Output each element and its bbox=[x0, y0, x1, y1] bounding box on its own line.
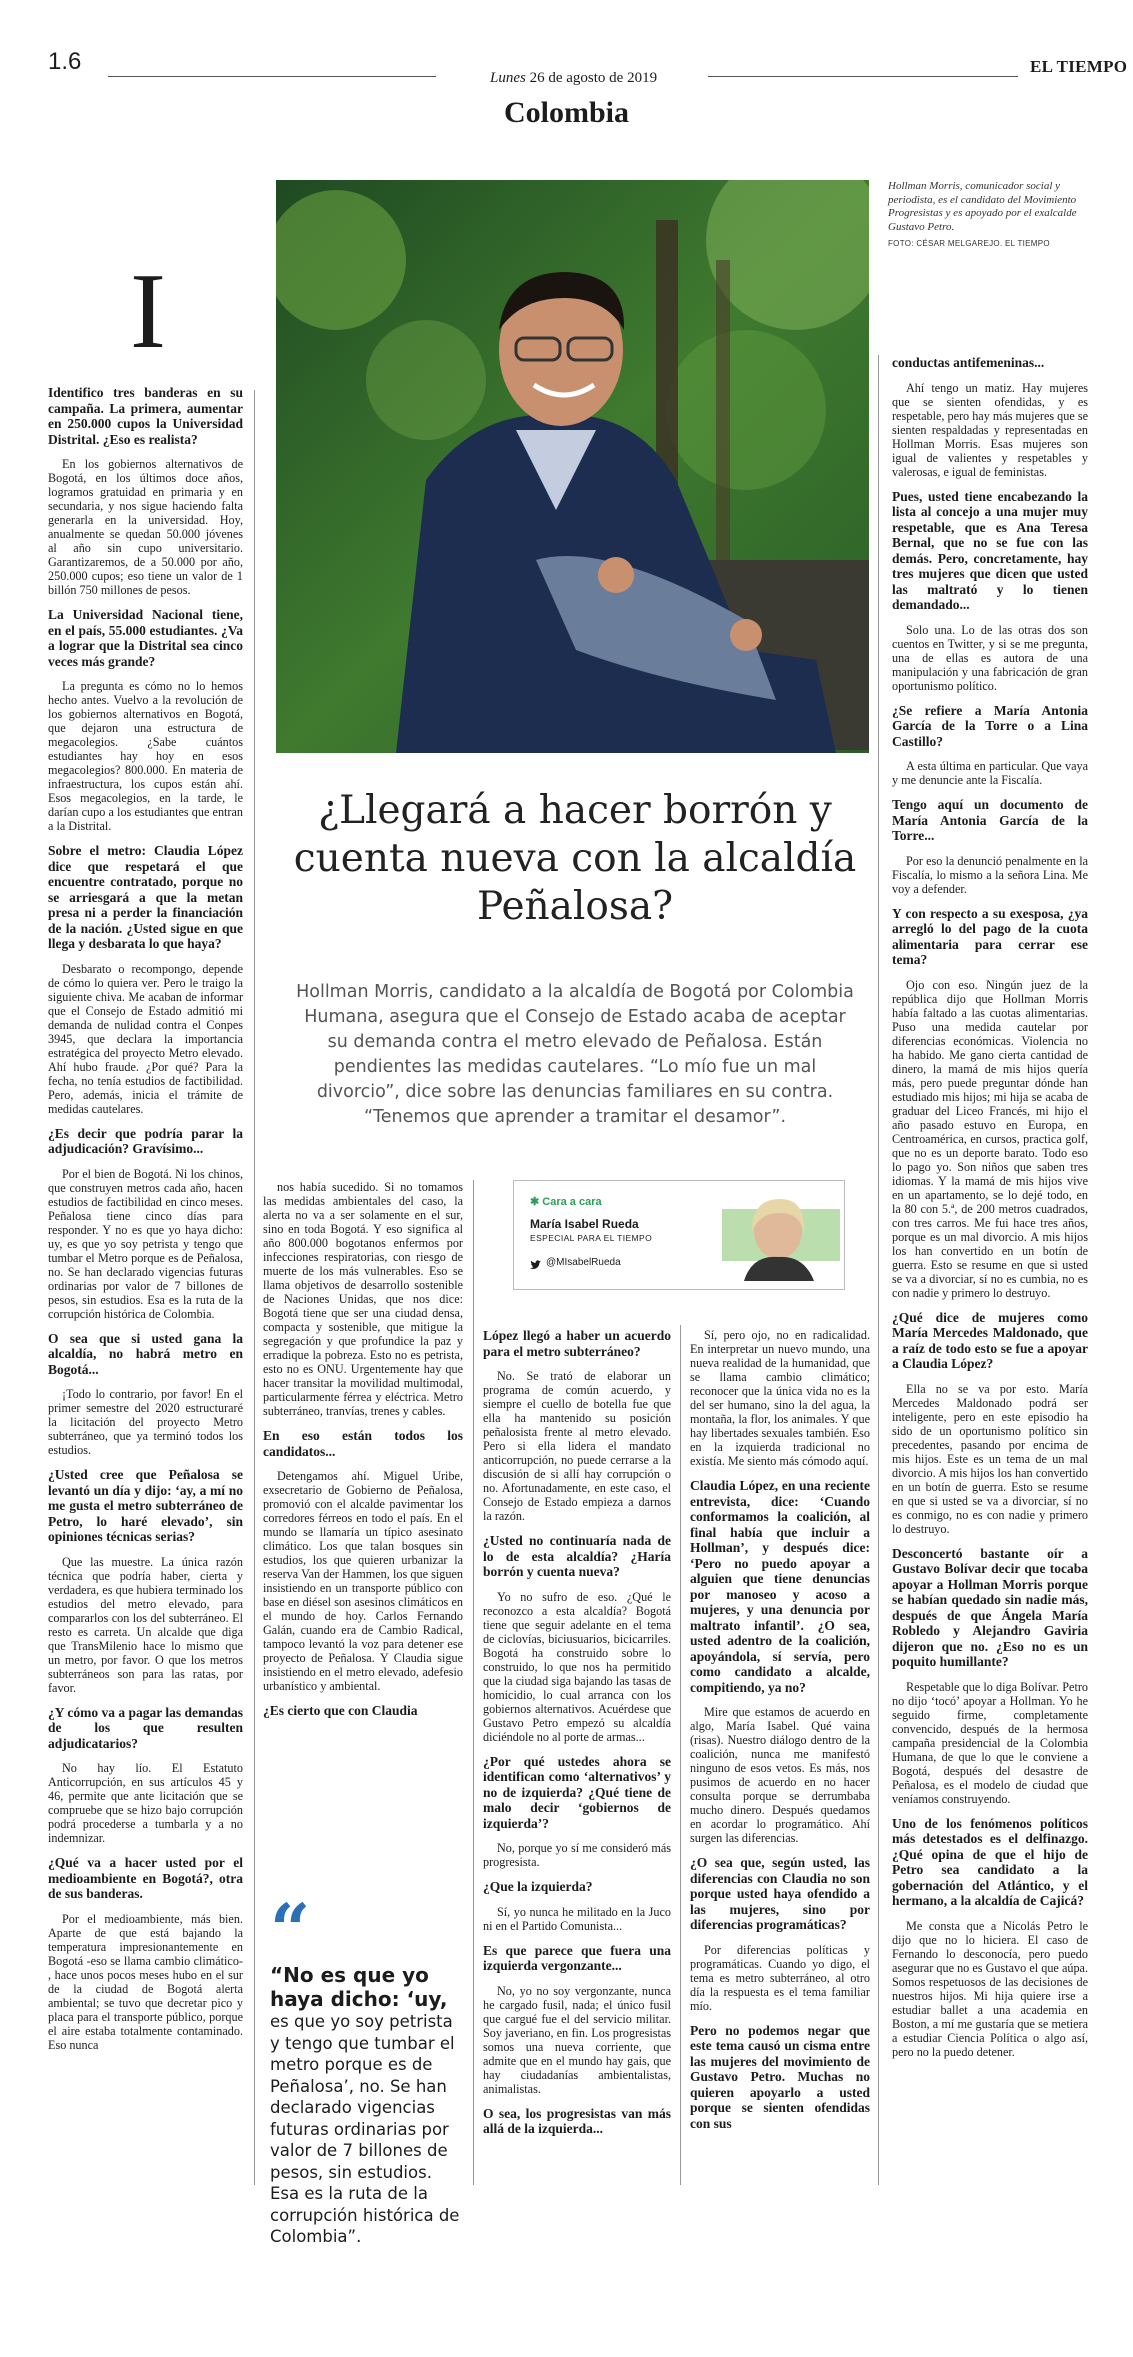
answer: Que las muestre. La única razón técnica que podría haber, cierta y verdadera, es que hubiera terminado los estudios del metro elevado, para compararlos con los del subterráneo. El resto es carreta. Un alcalde que diga que TransMilenio hace lo mismo que un metro, por favor. O que los metros subterráneos son para las ratas, por favor. bbox=[48, 1554, 243, 1695]
date-day: Lunes bbox=[490, 70, 526, 86]
caption-text: Hollman Morris, comunicador social y periodista, es el candidato del Movimiento Progresistas y es apoyado por el exalcalde Gustavo Petro. bbox=[888, 180, 1077, 233]
question: ¿Y cómo va a pagar las demandas de los que resulten adjudicatarios? bbox=[48, 1704, 243, 1751]
answer: En los gobiernos alternativos de Bogotá, en los últimos doce años, logramos gratuidad en primaria y en secundaria, y nos sigue haciendo falta generarla en la universidad. Hoy, anualmente se quedan 50.000 jóvenes al año sin cupo universitario. Garantizaremos, de a 50.000 por año, 250.000 cupos; eso tiene un valor de 1 billón 750 millones de pesos. bbox=[48, 457, 243, 597]
question: ¿Se refiere a María Antonia García de la Torre o a Lina Castillo? bbox=[892, 702, 1088, 749]
answer: Solo una. Lo de las otras dos son cuentos en Twitter, y si se me pregunta, una de ellas es autora de una manipulación y una fabricación de gran oportunismo político. bbox=[892, 622, 1088, 693]
question: Pero no podemos negar que este tema causó un cisma entre las mujeres del movimiento de Gustavo Petro. Muchas no quieren apoyarlo a usted porque se sienten ofendidas con sus bbox=[690, 2022, 870, 2131]
author-handle: @MIsabelRueda bbox=[546, 1257, 621, 1268]
answer: Ojo con eso. Ningún juez de la república dijo que Hollman Morris había faltado a las cuotas alimentarias. Puso una medida cautelar por diferencias económicas. Violencia no ha habido. Me gano cierta cantidad de dinero, la mamá de mis hijos quería más, pero puede preguntar dónde han estudiado mis hijos; mi hija se acaba de graduar del Liceo Francés, mi hijo el año pasado estuvo en Europa, en Centroamérica, en cursos, practica golf, que no es un deporte barato. Todo eso lo pago yo. Son niños que saben tres idiomas. Y la mamá de mis hijos vive en un apartamento, se lo dejé todo, en la 80 con 5.ª, de 200 metros cuadrados, con tres carros. Me fui hace tres años, porque es un mal divorcio. A mis hijos los han convertido en un botín de guerra. Esto se resume en que si usted se va a divorciar, sí no es cumbia, no es con nadie y primero lo destruyo. bbox=[892, 977, 1088, 1300]
card-tag: ✱ Cara a cara bbox=[530, 1196, 602, 1208]
question: Uno de los fenómenos políticos más detestados es el delfinazgo. ¿Qué opina de que el hijo de Petro sea candidato a la gobernación del Atlántico, y el hermano, a la alcaldía de Cajicá? bbox=[892, 1815, 1088, 1908]
answer: Ahí tengo un matiz. Hay mujeres que se sienten ofendidas, y es respetable, pero hay más mujeres que se sienten respaldadas y representadas en Hollman Morris. Esas mujeres son igual de valientes y respetables y valerosas, e igual de feministas. bbox=[892, 380, 1088, 479]
answer: Por el medioambiente, más bien. Aparte de que está bajando la temperatura impresionantemente en Bogotá -eso se llama cambio climático- , hace unos pocos meses hubo en el sur de la ciudad de Bogotá alerta ambiental; se tuvo que decretar pico y placa para el transporte público, porque el aire estaba totalmente contaminado. Eso nunca bbox=[48, 1911, 243, 2052]
question: O sea que si usted gana la alcaldía, no habrá metro en Bogotá... bbox=[48, 1330, 243, 1377]
pull-quote-body: es que yo soy petrista y tengo que tumbar el metro porque es de Peñalosa’, no. Se han declarado vigencias futuras ordinarias por valor de 7 billones de pesos, sin estudios. Esa es la ruta de la corrupción histórica de Colombia”. bbox=[270, 2012, 460, 2246]
question: ¿Que la izquierda? bbox=[483, 1879, 593, 1894]
date-rest: 26 de agosto de 2019 bbox=[529, 70, 658, 86]
column-3 bbox=[483, 1328, 671, 2188]
author-portrait bbox=[722, 1191, 840, 1281]
section-title: Colombia bbox=[503, 96, 629, 129]
answer: Detengamos ahí. Miguel Uribe, exsecretario de Gobierno de Peñalosa, promovió con el alcalde pavimentar los corredores férreos en todo el país. En el mundo se llamaría un típico asesinato climático. Los que talan bosques sin estudios, los que quieren urbanizar la reserva Van der Hammen, los que siguen insistiendo en un transporte público con base en diésel son asesinos climáticos en el mundo de hoy. Carlos Fernando Galán, cuando era de Cambio Radical, tampoco levantó la voz para detener ese proyecto de Peñalosa. Y Claudia sigue insistiendo en el metro elevado, adefesio urbanístico y ambiental. bbox=[263, 1469, 463, 1693]
lead-paragraph: Hollman Morris, candidato a la alcaldía de Bogotá por Colombia Humana, asegura que el Consejo de Estado acaba de aceptar su demanda contra el metro elevado de Peñalosa. Están pendientes las medidas cautelares. “Lo mío fue un mal divorcio”, dice sobre las denuncias familiares en su contra. “Tenemos que aprender a tramitar el desamor”. bbox=[296, 982, 854, 1127]
answer: Por eso la denunció penalmente en la Fiscalía, lo mismo a la señora Lina. Me voy a defender. bbox=[892, 853, 1088, 896]
answer: Desbarato o recompongo, depende de cómo lo quiera ver. Pero le traigo la siguiente chiva. Me acaban de informar que el Consejo de Estado admitió mi demanda de nulidad contra el Conpes 3945, que declara la importancia estratégica del proyecto Metro elevado. Ahí hubo fraude. ¿Por qué? Para la fecha, no tenía estudios de factibilidad. Pero, además, inicia el trámite de medidas cautelares. bbox=[48, 961, 243, 1116]
answer: nos había sucedido. Si no tomamos las medidas ambientales del caso, la alerta no va a ser solamente en el sur, sino en toda Bogotá. Y eso significa al año 800.000 bogotanos enfermos por infecciones respiratorias, con riesgo de muerte de los más vulnerables. Eso se llama objetivos de desarrollo sostenible de Naciones Unidas, que nos dice: Bogotá tiene que ser una ciudad densa, compacta y sostenible, que mitigue la segregación y que profundice la paz y erradique la pobreza. Esto no es petrista, esto no es ONU. Urgentemente hay que hacer transitar la movilidad multimodal, particularmente férrea y eléctrica. Metro subterráneo, tranvías, trenes y cables. bbox=[263, 1180, 463, 1418]
question: ¿Es cierto que con Claudia bbox=[263, 1703, 418, 1718]
answer: Respetable que lo diga Bolívar. Petro no dijo ‘tocó’ apoyar a Hollman. Yo he seguido firme, completamente convencido, después de la hermosa campaña presidencial de la Colombia Humana, de que lo que le conviene a Bogotá, después del desastre de Peñalosa, es el modelo de ciudad que veníamos construyendo. bbox=[892, 1679, 1088, 1806]
column-4 bbox=[690, 1328, 870, 2188]
headline: ¿Llegará a hacer borrón y cuenta nueva con la alcaldía Peñalosa? bbox=[293, 788, 857, 929]
question: Y con respecto a su exesposa, ¿ya arregló lo del pago de la cuota alimentaria para cerrar ese tema? bbox=[892, 905, 1088, 967]
question: ¿Qué va a hacer usted por el medioambiente en Bogotá?, otra de sus banderas. bbox=[48, 1855, 243, 1901]
candidate-photo bbox=[276, 180, 869, 753]
answer: Me consta que a Nicolás Petro le dijo que no lo hiciera. El caso de Fernando lo desconocía, pero puedo asegurar que no es Gustavo el que aúpa. Somos respetuosos de las decisiones de nuestros hijos. Mi hija quiere irse a estudiar ballet a una academia en Boston, a mí me gustaría que se metiera a estudiar Ciencia Política o algo así, pero no la puedo detener. bbox=[892, 1918, 1088, 2059]
column-1 bbox=[48, 385, 243, 2185]
question: Sobre el metro: Claudia López dice que respetará el que encuentre contratado, porque no se arriesgará a que la metan presa ni a perder la financiación de la nación. ¿Usted sigue en que llega y desbarata lo que haya? bbox=[48, 843, 243, 951]
page-date bbox=[490, 70, 657, 87]
column-2 bbox=[263, 1180, 463, 1770]
question: O sea, los progresistas van más allá de la izquierda... bbox=[483, 2105, 671, 2136]
question: Tengo aquí un documento de María Antonia García de la Torre... bbox=[892, 797, 1088, 843]
answer: Ella no se va por esto. María Mercedes Maldonado podrá ser inteligente, pero en este episodio ha sido de un oportunismo político sin precedentes, pasando por encima de mis hijos. Este es un tema de un mal divorcio. A mis hijos los han convertido en un botín de guerra. Esto se resume en que si usted se va a divorciar, sí no es conmigo, no es con nadie y primero lo destruyo. bbox=[892, 1381, 1088, 1536]
answer: Por diferencias políticas y programáticas. Cuando yo digo, el tema es metro subterráneo, al otro día la respuesta es el tema familiar mío. bbox=[690, 1942, 870, 2013]
question: En eso están todos los candidatos... bbox=[263, 1428, 463, 1459]
header-rule-left bbox=[108, 76, 436, 77]
column-rule bbox=[254, 390, 255, 2185]
author-role: ESPECIAL PARA EL TIEMPO bbox=[530, 1233, 653, 1243]
answer: No, yo no soy vergonzante, nunca he cargado fusil, nada; el único fusil que cargué fue el del servicio militar. Soy javeriano, en fin. Los progresistas somos una nueva corriente, que admite que en el mundo hay gais, que hay ciudadanías ambientalistas, animalistas. bbox=[483, 1983, 671, 2096]
question: López llegó a haber un acuerdo para el metro subterráneo? bbox=[483, 1328, 671, 1359]
question: Pues, usted tiene encabezando la lista al concejo a una mujer muy respetable, que es Ana Teresa Bernal, que no se fue con las demás. Pero, concretamente, hay tres mujeres que dicen que usted las maltrató y lo tienen demandado... bbox=[892, 488, 1088, 612]
question: La Universidad Nacional tiene, en el país, 55.000 estudiantes. ¿Va a lograr que la Distrital sea cinco veces más grande? bbox=[48, 607, 243, 669]
question: Claudia López, en una reciente entrevista, dice: ‘Cuando conformamos la coalición, al final había que incluir a Hollman’, y después dice: ‘Pero no puedo apoyar a alguien que tiene denuncias por manoseo y acoso a mujeres, y una denuncia por maltrato infantil’. ¿O sea, usted adentro de la coalición, apoyándola, sí servía, pero como candidato a alcalde, compitiendo, ya no? bbox=[690, 1478, 870, 1695]
answer: Sí, yo nunca he militado en la Juco ni en el Partido Comunista... bbox=[483, 1904, 671, 1933]
question: conductas antifemeninas... bbox=[892, 355, 1045, 370]
question: Identifico tres banderas en su campaña. La primera, aumentar en 250.000 cupos la Universidad Distrital. ¿Eso es realista? bbox=[48, 385, 243, 447]
newspaper-brand: EL TIEMPO bbox=[1030, 57, 1128, 76]
answer: Sí, pero ojo, no en radicalidad. En interpretar un nuevo mundo, una nueva realidad de la humanidad, que se llama cambio climático; reconocer que la única vida no es la del ser humano, sino la del agua, la montaña, la flor, los animales. Y que hay libertades sexuales también. Eso en la izquierda tradicional no existía. Me siento más cómodo aquí. bbox=[690, 1328, 870, 1468]
column-rule bbox=[473, 1180, 474, 2185]
photo-caption bbox=[888, 180, 1088, 251]
answer: No. Se trató de elaborar un programa de común acuerdo, y siempre el cuello de botella fue que ella ha mantenido su posición peñalosista frente al metro elevado. Pero si ella lidera el mandato anticorrupción, no puede cerrarse a la discusión de si allí hay corrupción o no. Afortunadamente, en este caso, el Consejo de Estado empieza a darnos la razón. bbox=[483, 1369, 671, 1523]
answer: Por el bien de Bogotá. Ni los chinos, que construyen metros cada año, hacen estudios de factibilidad en cinco meses. Peñalosa tiene cinco días para responder. Y no es que yo haya dicho: uy, es que yo soy petrista y tengo que tumbar el Metro porque es de Peñalosa, no. Se han declarado vigencias futuras ordinarias por valor de 7 billones de pesos, sin estudios. Esa es la ruta de la corrupción histórica de Colombia. bbox=[48, 1166, 243, 1321]
twitter-icon bbox=[530, 1256, 542, 1268]
header-rule-right bbox=[708, 76, 1018, 77]
photo-credit: FOTO: CÉSAR MELGAREJO. EL TIEMPO bbox=[888, 239, 1050, 248]
answer: Mire que estamos de acuerdo en algo, María Isabel. Qué vaina (risas). Nuestro diálogo dentro de la coalición, nunca me manifestó ninguno de esos vetos. Es más, nos pusimos de acuerdo en no hacer consulta porque se derrumbaba mucho dinero. Después quedamos en acordar lo programático. Ahí surgen las diferencias. bbox=[690, 1705, 870, 1845]
author-name: María Isabel Rueda bbox=[530, 1217, 639, 1231]
answer: No hay lío. El Estatuto Anticorrupción, en sus artículos 45 y 46, permite que ante licitación que se compruebe que se hizo bajo corrupción podrá procederse a tumbarla y a no indemnizar. bbox=[48, 1761, 243, 1845]
question: ¿Es decir que podría parar la adjudicación? Gravísimo... bbox=[48, 1125, 243, 1156]
question: ¿O sea que, según usted, las diferencias con Claudia no son porque usted haya ofendido a las mujeres, sino por diferencias programáticas? bbox=[690, 1855, 870, 1932]
question: ¿Usted cree que Peñalosa se levantó un día y dijo: ‘ay, a mí no me gusta el metro subterráneo de Petro, lo haré elevado’, sin opiniones técnicas serias? bbox=[48, 1467, 243, 1544]
question: ¿Usted no continuaría nada de lo de esta alcaldía? ¿Haría borrón y cuenta nueva? bbox=[483, 1533, 671, 1579]
answer: La pregunta es cómo no lo hemos hecho antes. Vuelvo a la revolución de los gobiernos alternativos en Bogotá, que dejaron una estructura de megacolegios. ¿Sabe cuántos estudiantes hay hoy en esos megacolegios? 800.000. En materia de infraestructura, los cupos están ahí. Esos megacolegios, en la tarde, le darían cupo a los estudiantes que entran a la Distrital. bbox=[48, 679, 243, 833]
question: ¿Por qué ustedes ahora se identifican como ‘alternativos’ y no de izquierda? ¿Qué tiene de malo decir ‘gobiernos de izquierda’? bbox=[483, 1753, 671, 1831]
answer: A esta última en particular. Que vaya y me denuncie ante la Fiscalía. bbox=[892, 759, 1088, 787]
column-rule bbox=[878, 355, 879, 2185]
column-5 bbox=[892, 355, 1088, 2185]
question: Desconcertó bastante oír a Gustavo Bolívar decir que tocaba apoyar a Hollman Morris porque se habían quedado sin nadie más, después de que Ángela María Robledo y Alejandro Gaviria dijeron que no. ¿Eso no es un poquito humillante? bbox=[892, 1545, 1088, 1669]
answer: No, porque yo sí me consideró más progresista. bbox=[483, 1841, 671, 1869]
column-rule bbox=[680, 1325, 681, 2185]
author-card bbox=[513, 1180, 845, 1290]
pull-quote-lead: “No es que yo haya dicho: ‘uy, bbox=[270, 1963, 448, 2011]
drop-cap: I bbox=[130, 252, 166, 371]
answer: Yo no sufro de eso. ¿Qué le reconozco a esta alcaldía? Bogotá tiene que seguir adelante en el tema de ciclovías, biciusuarios, bicicarriles. Bogotá ha construido sobre lo construido, lo que nos ha permitido que la ciudad siga bajando las tasas de homicidio, lo cual arranca con los gobiernos alternativos. Acuérdese que Gustavo Petro empezó su alcaldía diciéndole no al porte de armas... bbox=[483, 1589, 671, 1744]
pull-quote bbox=[270, 1888, 460, 2248]
card-tag-label: Cara a cara bbox=[542, 1196, 602, 1208]
page-number: 1.6 bbox=[48, 48, 82, 75]
question: ¿Qué dice de mujeres como María Mercedes Maldonado, que a raíz de todo esto se fue a apoyar a Claudia López? bbox=[892, 1309, 1088, 1371]
answer: ¡Todo lo contrario, por favor! En el primer semestre del 2020 estructuraré la licitación del proyecto Metro subterráneo, que ya terminó todos los estudios. bbox=[48, 1387, 243, 1457]
quote-mark-icon: “ bbox=[270, 1888, 311, 1971]
question: Es que parece que fuera una izquierda vergonzante... bbox=[483, 1942, 671, 1973]
